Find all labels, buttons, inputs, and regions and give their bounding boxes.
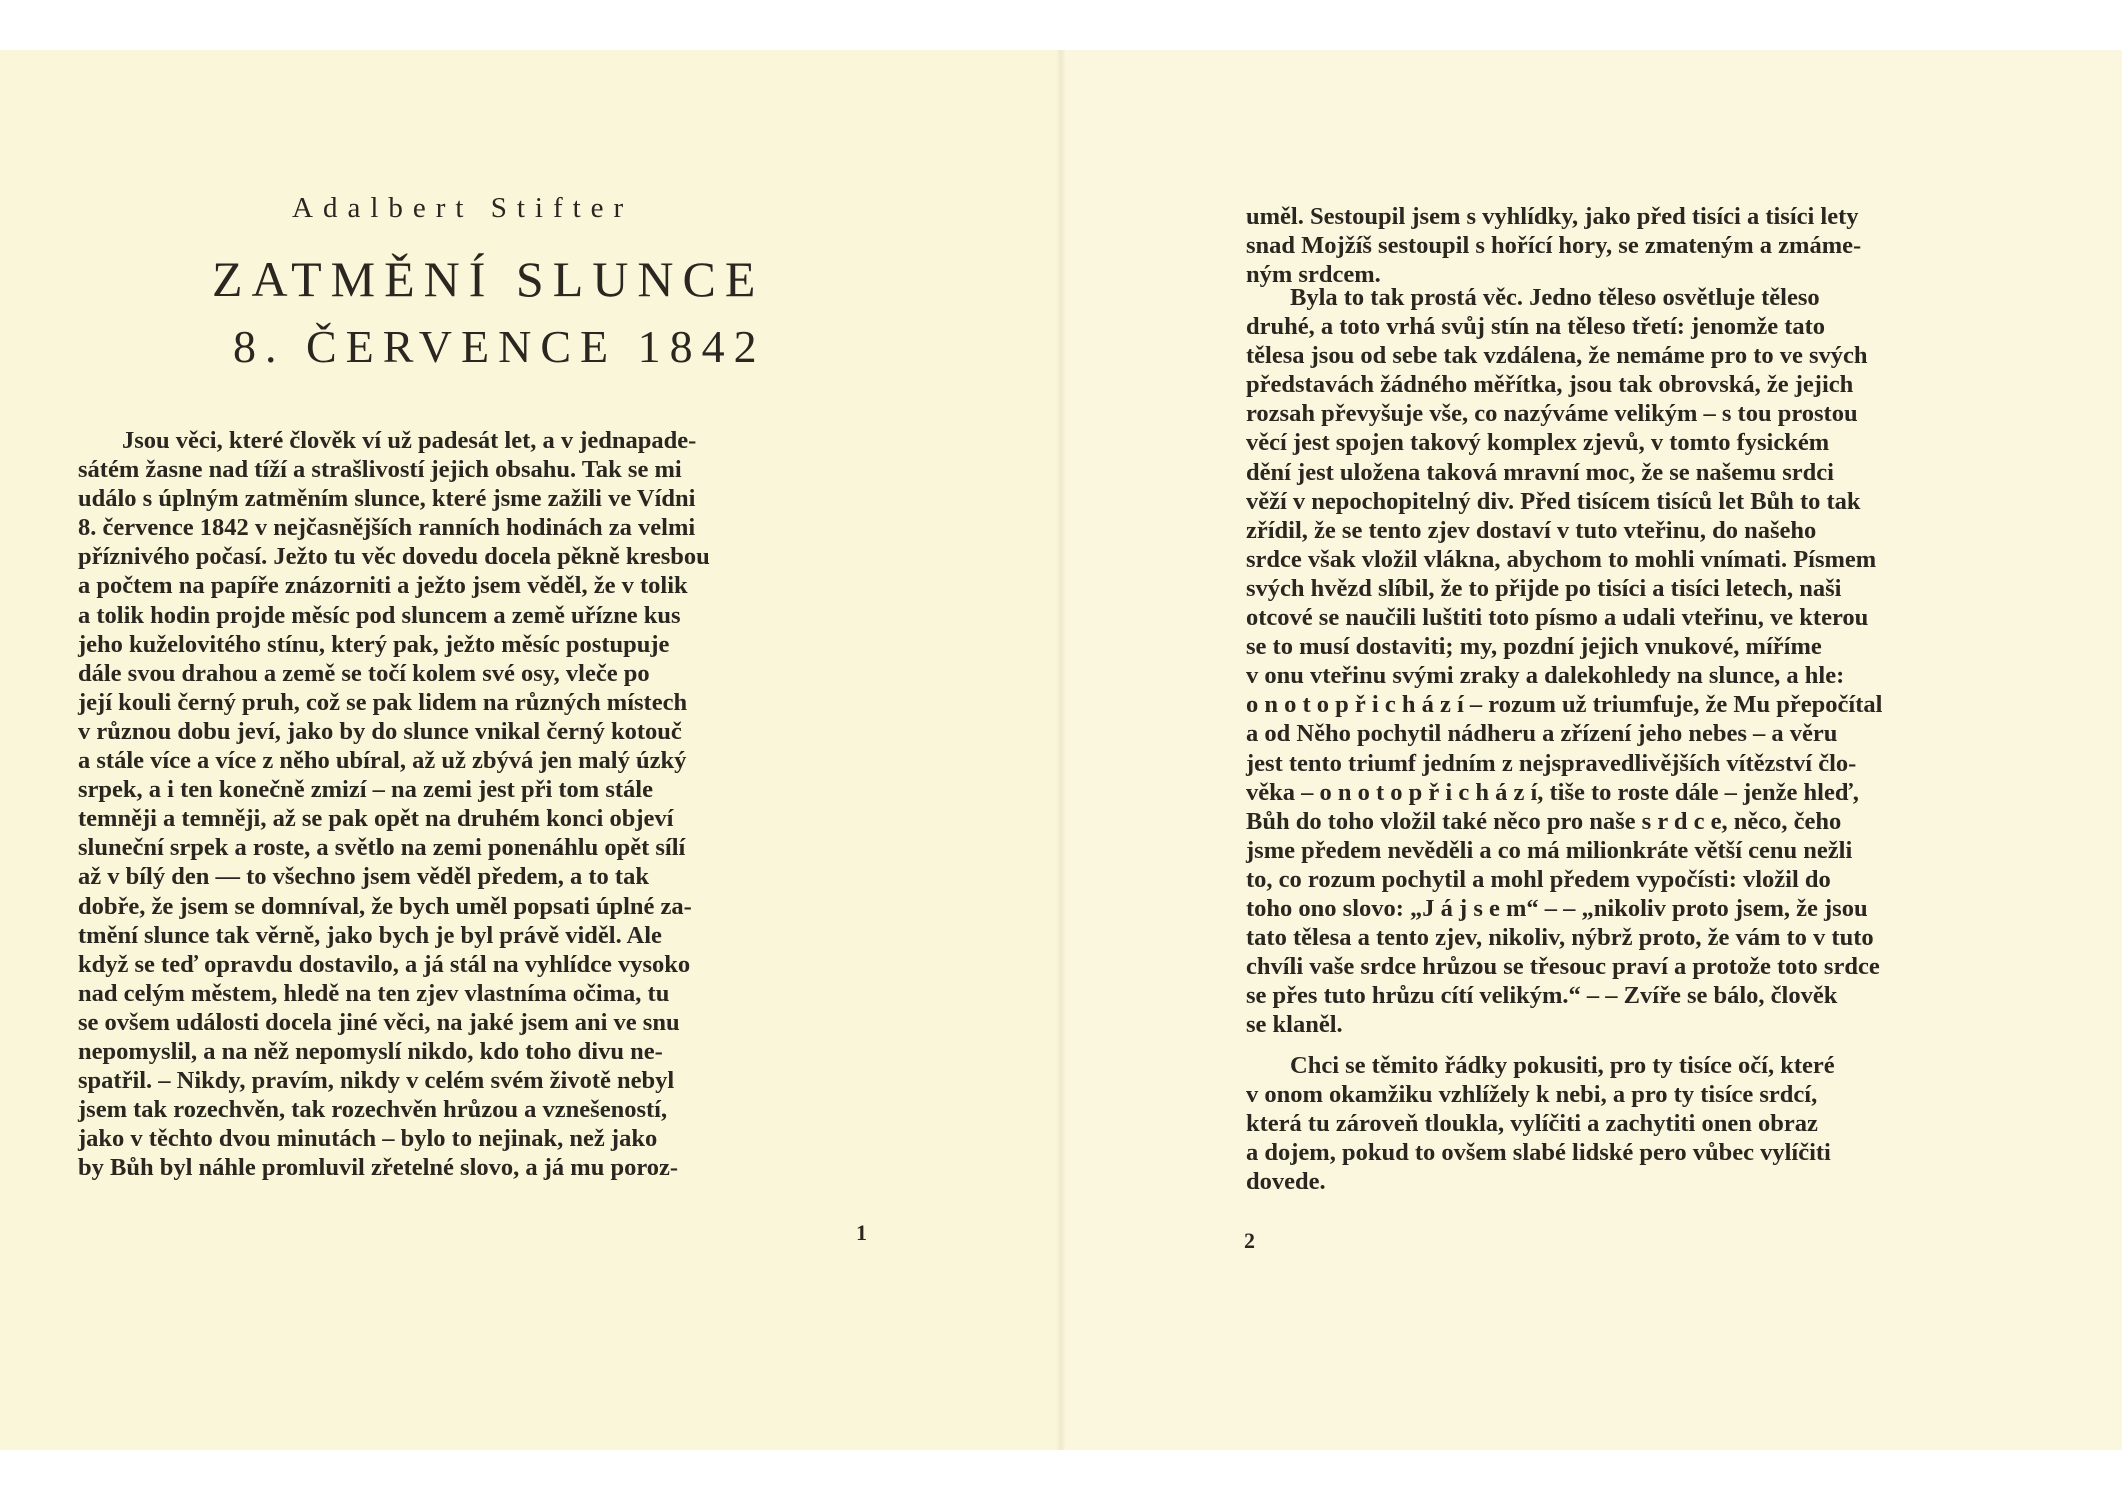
left-page-body: Jsou věci, které člověk ví už padesát let, a v jednapade- sátém žasne nad tíží a strašlivostí jejich obsahu. Tak se mi událo s úplným zatměním slunce, které jsme zažili ve Vídni 8. července 1842 v nejčasnějších ranních hodinách za velmi příznivého počasí. Ježto tu věc dovedu docela pěkně kresbou a počtem na papíře znázorniti a ježto jsem věděl, že v tolik a tolik hodin projde měsíc pod sluncem a země uřízne kus jeho kuželovitého stínu, který pak, ježto měsíc postupuje dále svou drahou a země se točí kolem své osy, vleče po její kouli černý pruh, což se pak lidem na různých místech v různou dobu jeví, jako by do slunce vnikal černý kotouč a stále více a více z něho ubíral, až už zbývá jen malý úzký srpek, a i ten konečně zmizí – na zemi jest při tom stále temněji a temněji, až se pak opět na druhém konci objeví sluneční srpek a roste, a světlo na zemi ponenáhlu opět sílí až v bílý den — to všechno jsem věděl předem, a to tak dobře, že jsem se domníval, že bych uměl popsati úplné za- tmění slunce tak věrně, jako bych je byl právě viděl. Ale když se teď opravdu dostavilo, a já stál na vyhlídce vysoko nad celým městem, hledě na ten zjev vlastníma očima, tu se ovšem události docela jiné věci, na jaké jsem ani ve snu nepomyslil, a na něž nepomyslí nikdo, kdo toho divu ne- spatřil. – Nikdy, pravím, nikdy v celém svém životě nebyl jsem tak rozechvěn, tak rozechvěn hrůzou a vznešeností, jako v těchto dvou minutách – bylo to nejinak, než jako by Bůh byl náhle promluvil zřetelné slovo, a já mu poroz- [78,427,710,1182]
right-page-paragraph-2: Byla to tak prostá věc. Jedno těleso osvětluje těleso druhé, a toto vrhá svůj stín na těleso třetí: jenomže tato tělesa jsou od sebe tak vzdálena, že nemáme pro to ve svých představách žádného měřítka, jsou tak obrovská, že jejich rozsah převyšuje vše, co nazýváme velikým – s tou prostou věcí jest spojen takový komplex zjevů, v tomto fysickém dění jest uložena taková mravní moc, že se našemu srdci věží v nepochopitelný div. Před tisícem tisíců let Bůh to tak zřídil, že se tento zjev dostaví v tuto vteřinu, do našeho srdce však vložil vlákna, abychom to mohli vnímati. Písmem svých hvězd slíbil, že to přijde po tisíci a tisíci letech, naši otcové se naučili luštiti toto písmo a udali vteřinu, ve kterou se to musí dostaviti; my, pozdní jejich vnukové, míříme v onu vteřinu svými zraky a dalekohledy na slunce, a hle: o n o t o p ř i c h á z í – rozum už triumfuje, že Mu přepočítal a od Něho pochytil nádheru a zřízení jeho nebes – a věru jest tento triumf jedním z nejspravedlivějších vítězství člo- věka – o n o t o p ř i c h á z í, tiše to roste dále – jenže hleď, Bůh do toho vložil také něco pro naše s r d c e, něco, čeho jsme předem nevěděli a co má milionkráte větší cenu nežli to, co rozum pochytil a mohl předem vypočísti: vložil do toho ono slovo: „J á j s e m“ – – „nikoliv proto jsem, že jsou tato tělesa a tento zjev, nikoliv, nýbrž proto, že vám to v tuto chvíli vaše srdce hrůzou se třesouc praví a protože toto srdce se přes tuto hrůzu cítí velikým.“ – – Zvíře se bálo, člověk se klaněl. [1246,284,1883,1039]
right-page-paragraph-1: uměl. Sestoupil jsem s vyhlídky, jako před tisíci a tisíci lety snad Mojžíš sestoupil s hořící hory, se zmateným a zmáme- ným srdcem. [1246,203,1862,289]
author-name: Adalbert Stifter [292,192,634,224]
book-spread [0,50,2122,1450]
right-page [1061,50,2122,1450]
right-page-paragraph-3: Chci se těmito řádky pokusiti, pro ty tisíce očí, které v onom okamžiku vzhlížely k nebi, a pro ty tisíce srdcí, která tu zároveň tloukla, vylíčiti a zachytiti onen obraz a dojem, pokud to ovšem slabé lidské pero vůbec vylíčiti dovede. [1246,1052,1835,1196]
page-number-right: 2 [1244,1228,1255,1253]
chapter-subtitle: 8. ČERVENCE 1842 [233,321,766,372]
book-gutter [1056,50,1066,1450]
page-number-left: 1 [856,1220,867,1245]
chapter-title: ZATMĚNÍ SLUNCE [212,251,765,307]
left-page [0,50,1061,1450]
